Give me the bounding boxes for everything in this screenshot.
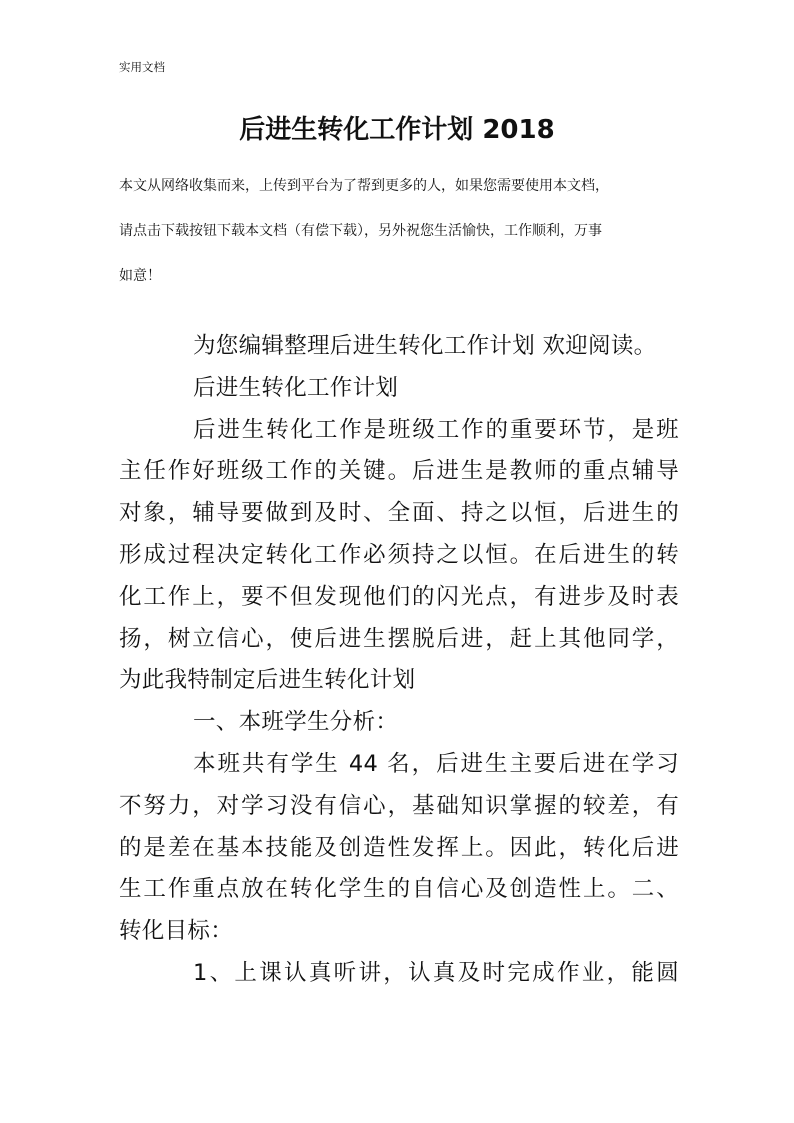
notice-line: 请点击下载按钮下载本文档（有偿下载），另外祝您生活愉快，工作顺利，万事 — [119, 223, 602, 239]
section-heading: 一、本班学生分析： — [193, 709, 399, 736]
paragraph-line: 的是差在基本技能及创造性发挥上。因此，转化后进 — [119, 834, 679, 861]
paragraph-line: 对象，辅导要做到及时、全面、持之以恒，后进生的 — [119, 500, 679, 527]
paragraph-line: 主任作好班级工作的关键。后进生是教师的重点辅导 — [119, 458, 679, 485]
document-body — [119, 326, 679, 995]
paragraph-line: 扬，树立信心，使后进生摆脱后进，赶上其他同学， — [119, 625, 679, 652]
list-item-line: 1、上课认真听讲，认真及时完成作业，能圆 — [193, 959, 679, 986]
intro-line: 为您编辑整理后进生转化工作计划 欢迎阅读。 — [193, 333, 657, 359]
paragraph-line: 不努力，对学习没有信心，基础知识掌握的较差，有 — [119, 792, 679, 819]
paragraph-line: 生工作重点放在转化学生的自信心及创造性上。二、 — [119, 876, 679, 903]
page-header-label: 实用文档 — [119, 60, 165, 74]
section-heading: 后进生转化工作计划 — [193, 374, 399, 401]
paragraph-line: 形成过程决定转化工作必须持之以恒。在后进生的转 — [119, 541, 679, 568]
document-title: 后进生转化工作计划 2018 — [239, 115, 555, 145]
notice-line: 如意！ — [119, 268, 161, 284]
paragraph-line: 为此我特制定后进生转化计划 — [119, 667, 416, 694]
paragraph-line: 后进生转化工作是班级工作的重要环节，是班 — [193, 416, 679, 443]
download-notice — [119, 164, 681, 299]
notice-line: 本文从网络收集而来，上传到平台为了帮到更多的人，如果您需要使用本文档， — [119, 178, 609, 194]
paragraph-line: 转化目标： — [119, 918, 234, 945]
paragraph-line: 本班共有学生 44 名，后进生主要后进在学习 — [193, 750, 679, 777]
paragraph-line: 化工作上，要不但发现他们的闪光点，有进步及时表 — [119, 583, 679, 610]
